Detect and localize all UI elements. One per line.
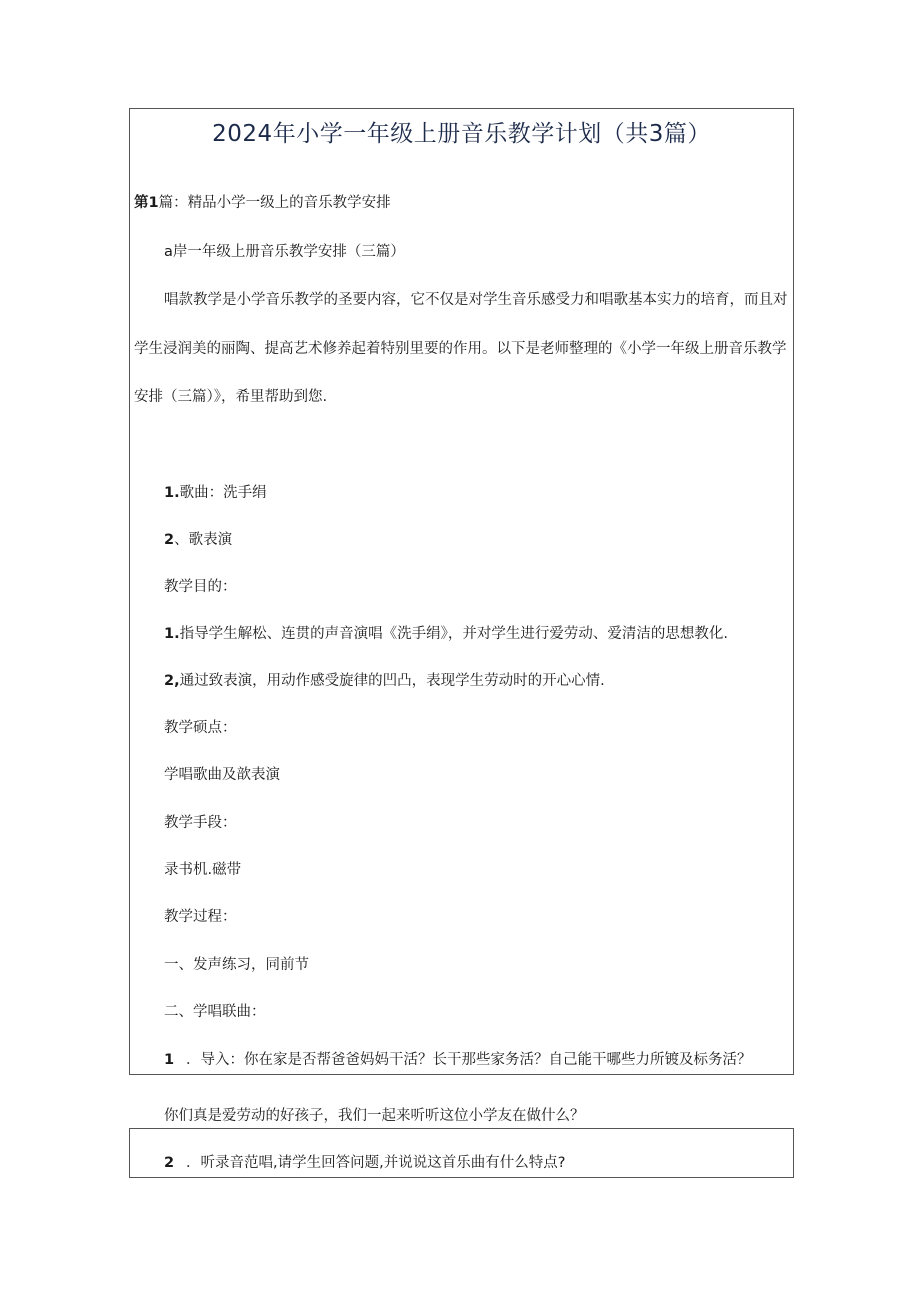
intro-line-1: 唱款教学是小学音乐教学的圣要内容，它不仅是对学生音乐感受力和唱歌基本实力的培育，而且对: [164, 292, 788, 308]
intro-line-2: 学生浸润美的丽陶、提高艺术修养起着特别里要的作用。以下是老师整理的《小学一年级上册音乐教学: [134, 341, 787, 357]
list-item: 教学过程：: [164, 909, 237, 925]
intro-line-3: 安排（三篇）》，希里帮助到您.: [134, 389, 328, 405]
list-item: 学唱歌曲及歆表演: [164, 767, 280, 783]
list-item: 教学目的：: [164, 579, 237, 595]
between-text: 你们真是爱劳动的好孩子，我们一起来听听这位小学友在做什么？: [164, 1108, 585, 1124]
part-heading-number: 第1: [134, 195, 159, 211]
list-item: 教学硕点：: [164, 720, 237, 736]
list-item: 教学手段：: [164, 815, 237, 831]
list-item: 1 ．导入：你在家是否帮爸爸妈妈干活？长干那些家务活？自己能干哪些力所镀及标务活？: [164, 1052, 752, 1068]
document-title: 2024年小学一年级上册音乐教学计划（共3篇）: [212, 121, 711, 147]
list-item: 2、歌表演: [164, 532, 233, 548]
list-item: 1.歌曲：洗手绢: [164, 485, 267, 501]
part-heading-text: 篇：精品小学一级上的音乐教学安排: [158, 195, 391, 211]
part-heading: [134, 192, 391, 214]
list-item: 二、学唱联曲：: [164, 1004, 266, 1020]
list-item: 1.指导学生解松、连贯的声音演唱《洗手绢》，并对学生进行爱劳动、爱清洁的思想教化.: [164, 626, 728, 642]
list-item: 录书机.磁带: [164, 862, 242, 878]
list-item: 一、发声练习，同前节: [164, 957, 309, 973]
second-box-item: 2 ．听录音范唱,请学生回答问题,并说说这首乐曲有什么特点?: [164, 1155, 566, 1171]
list-item: 2,通过致表演，用动作感受旋律的凹凸，表现学生劳动时的开心心情.: [164, 673, 605, 689]
subtitle: a岸一年级上册音乐教学安排（三篇）: [164, 244, 405, 260]
